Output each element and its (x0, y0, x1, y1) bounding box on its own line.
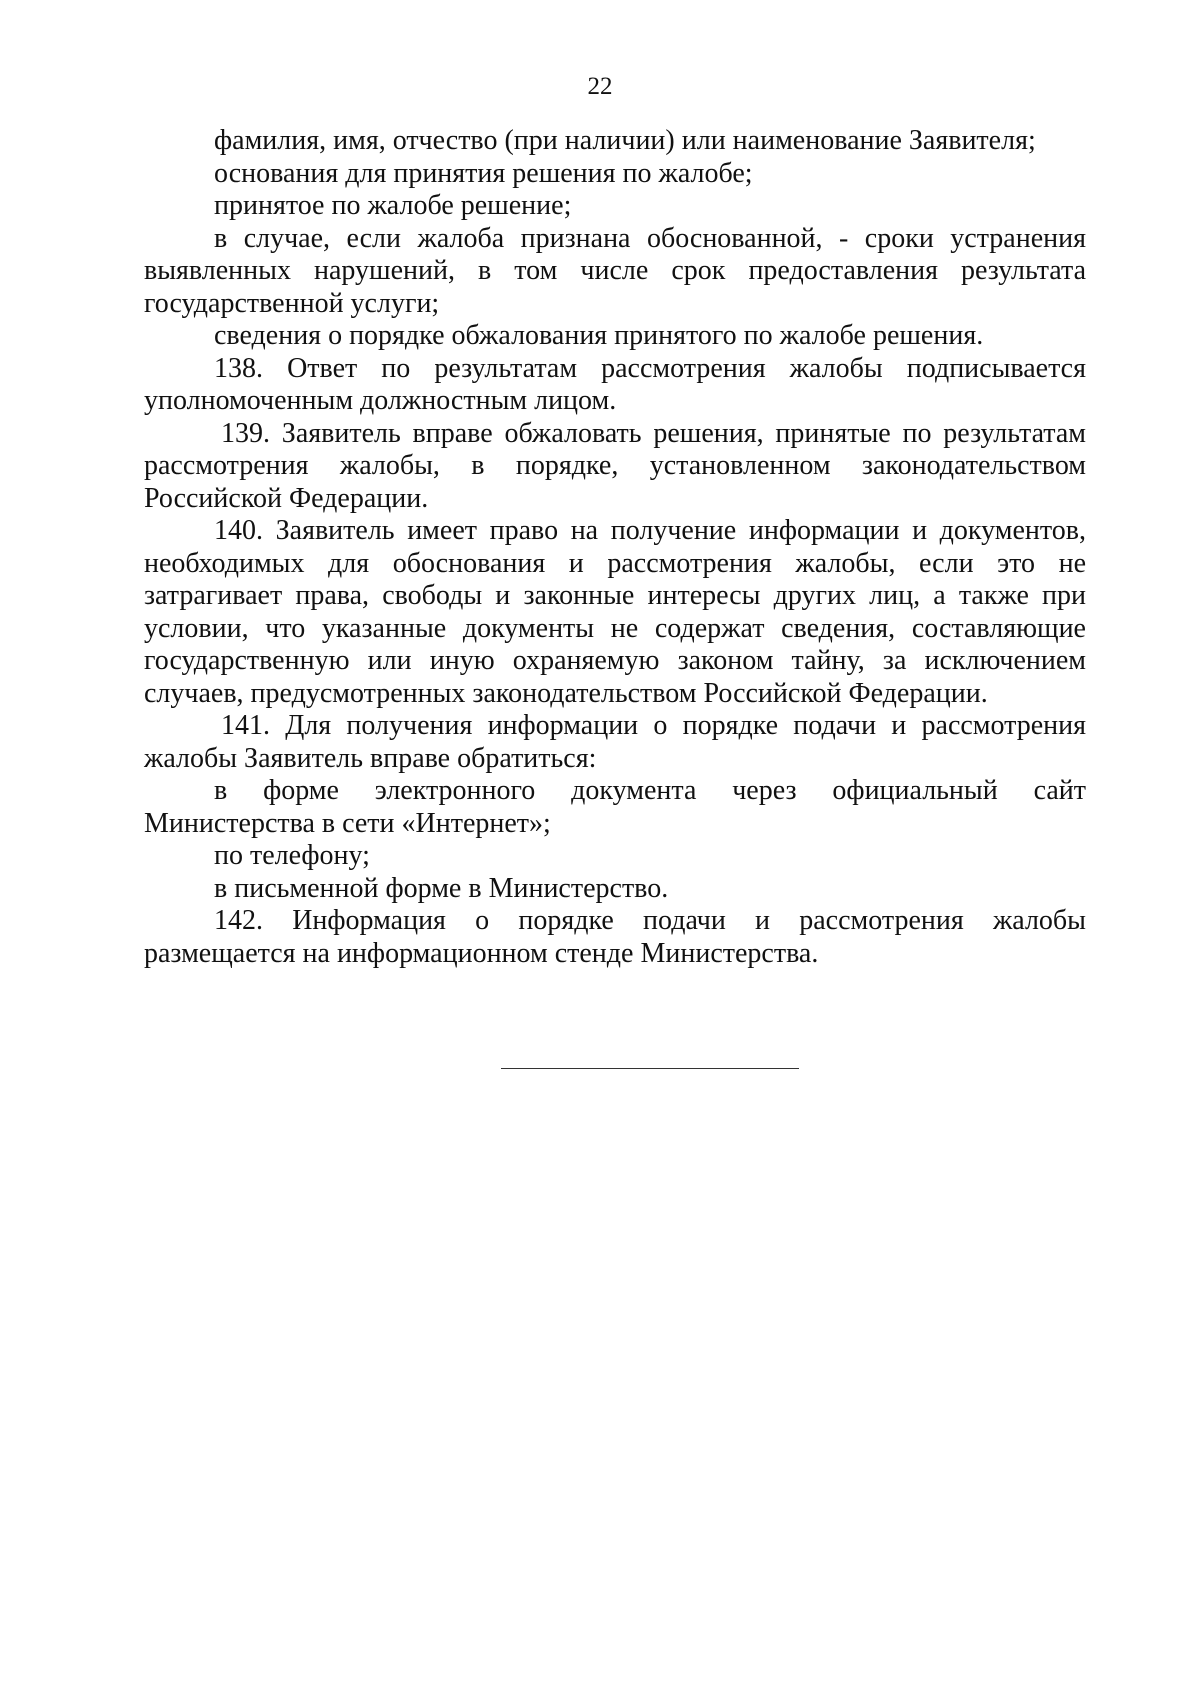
paragraph-item-140: 140. Заявитель имеет право на получение информации и документов, необходимых для обоснования и рассмотрения жалобы, если это не затрагивает права, свободы и законные интересы других лиц, а также при условии, что указанные документы не содержат сведения, составляющие государственную или иную охраняемую законом тайну, за исключением случаев, предусмотренных законодательством Российской Федерации. (144, 515, 1086, 709)
paragraph-item-138: 138. Ответ по результатам рассмотрения жалобы подписывается уполномоченным должностным лицом. (144, 352, 1086, 416)
paragraph-appeal-procedure: сведения о порядке обжалования принятого по жалобе решения. (214, 320, 984, 351)
end-of-document-divider (501, 1068, 799, 1069)
paragraph-item-141: 141. Для получения информации о порядке подачи и рассмотрения жалобы Заявитель вправе обратиться: (144, 710, 1086, 774)
paragraph-justified-complaint: в случае, если жалоба признана обоснованной, - сроки устранения выявленных нарушений, в том числе срок предоставления результата государственной услуги; (144, 222, 1086, 319)
paragraph-decision-made: принятое по жалобе решение; (214, 190, 572, 221)
paragraph-item-139: 139. Заявитель вправе обжаловать решения, принятые по результатам рассмотрения жалобы, в порядке, установленном законодательством Российской Федерации. (144, 417, 1086, 514)
page-number: 22 (587, 73, 613, 100)
paragraph-written-form: в письменной форме в Министерство. (214, 872, 669, 904)
paragraph-item-142: 142. Информация о порядке подачи и рассмотрения жалобы размещается на информационном стенде Министерства. (144, 905, 1086, 969)
paragraph-electronic-form: в форме электронного документа через официальный сайт Министерства в сети «Интернет»; (144, 775, 1086, 839)
paragraph-by-phone: по телефону; (214, 840, 370, 871)
paragraph-decision-grounds: основания для принятия решения по жалобе; (214, 157, 753, 189)
document-body (144, 125, 1086, 970)
paragraph-applicant-name: фамилия, имя, отчество (при наличии) или наименование Заявителя; (214, 125, 1036, 156)
